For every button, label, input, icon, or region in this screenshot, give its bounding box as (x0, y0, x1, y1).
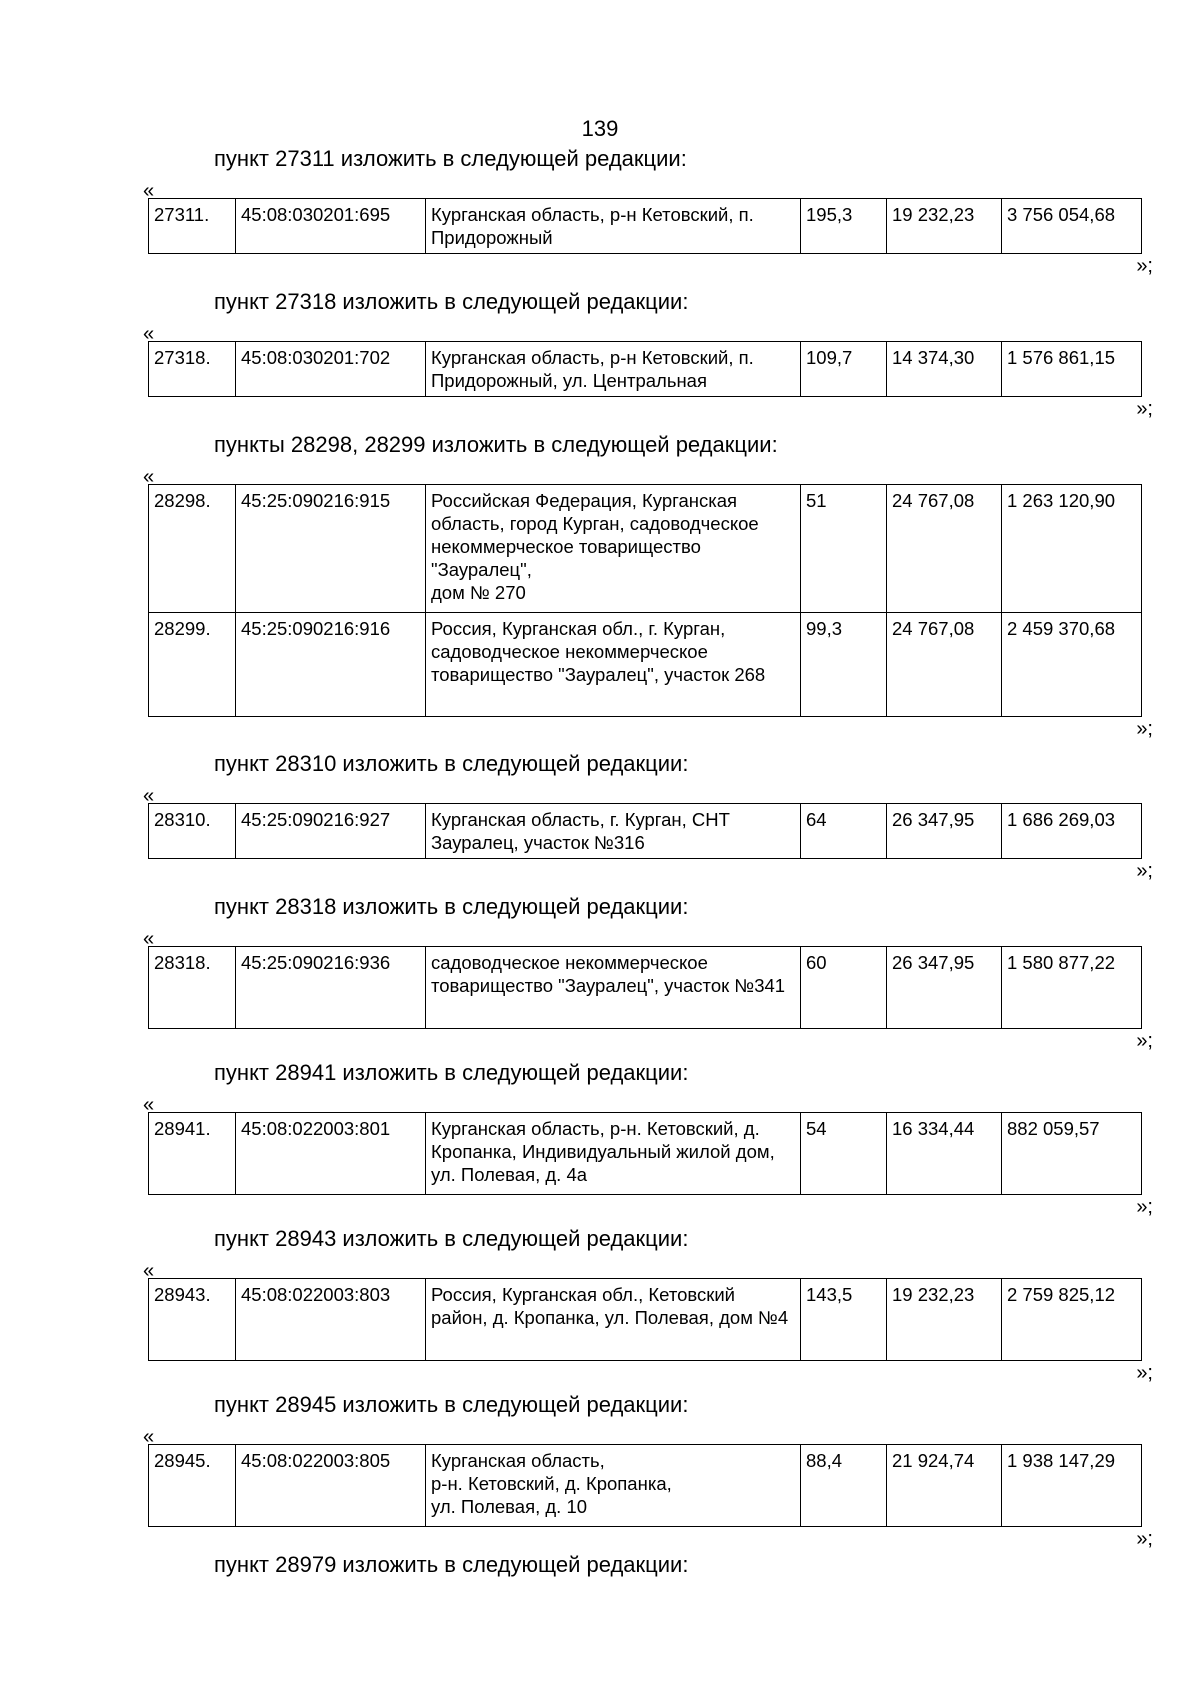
section-heading-final: пункт 28979 изложить в следующей редакции: (214, 1552, 689, 1577)
section-heading: пункт 28310 изложить в следующей редакции: (214, 751, 689, 776)
amendment-table (148, 1112, 1142, 1195)
amendment-table (148, 484, 1142, 717)
quote-close: »; (1136, 1196, 1153, 1218)
price-cell: 16 334,44 (887, 1113, 1002, 1195)
section-heading: пункт 27318 изложить в следующей редакции: (214, 289, 689, 314)
address-cell: Россия, Курганская обл., Кетовский район, д. Кропанка, ул. Полевая, дом №4 (426, 1279, 801, 1361)
quote-open: « (143, 323, 155, 345)
table-row (149, 1279, 1142, 1361)
section-heading: пункт 28318 изложить в следующей редакции: (214, 894, 689, 919)
address-cell: Курганская область, р-н. Кетовский, д. Кропанка, ул. Полевая, д. 10 (426, 1445, 801, 1527)
price-cell: 24 767,08 (887, 485, 1002, 613)
price-cell: 19 232,23 (887, 199, 1002, 254)
price-cell: 14 374,30 (887, 342, 1002, 397)
table-row (149, 613, 1142, 717)
section-heading: пункт 27311 изложить в следующей редакции: (214, 146, 687, 171)
address-cell: Российская Федерация, Курганская область, город Курган, садоводческое некоммерческое товарищество "Зауралец", дом № 270 (426, 485, 801, 613)
area-cell: 60 (801, 947, 887, 1029)
cadastral-number-cell: 45:25:090216:916 (236, 613, 426, 717)
address-cell: Курганская область, р-н Кетовский, п. Придорожный (426, 199, 801, 254)
row-number-cell: 28318. (149, 947, 236, 1029)
amendment-table (148, 803, 1142, 859)
amendment-table (148, 341, 1142, 397)
cadastral-number-cell: 45:25:090216:915 (236, 485, 426, 613)
total-cell: 2 459 370,68 (1002, 613, 1142, 717)
total-cell: 1 580 877,22 (1002, 947, 1142, 1029)
table-row (149, 485, 1142, 613)
cadastral-number-cell: 45:08:030201:702 (236, 342, 426, 397)
row-number-cell: 28945. (149, 1445, 236, 1527)
table-row (149, 804, 1142, 859)
amendment-table (148, 946, 1142, 1029)
table-row (149, 1113, 1142, 1195)
quote-open: « (143, 180, 155, 202)
total-cell: 1 686 269,03 (1002, 804, 1142, 859)
address-cell: Россия, Курганская обл., г. Курган, садоводческое некоммерческое товарищество "Зауралец", участок 268 (426, 613, 801, 717)
section-heading: пункты 28298, 28299 изложить в следующей редакции: (214, 432, 778, 457)
quote-open: « (143, 785, 155, 807)
quote-open: « (143, 466, 155, 488)
address-cell: Курганская область, р-н. Кетовский, д. Кропанка, Индивидуальный жилой дом, ул. Полевая, д. 4а (426, 1113, 801, 1195)
area-cell: 99,3 (801, 613, 887, 717)
quote-close: »; (1136, 255, 1153, 277)
quote-close: »; (1136, 1528, 1153, 1550)
area-cell: 195,3 (801, 199, 887, 254)
row-number-cell: 28310. (149, 804, 236, 859)
amendment-table (148, 198, 1142, 254)
cadastral-number-cell: 45:08:030201:695 (236, 199, 426, 254)
row-number-cell: 28299. (149, 613, 236, 717)
total-cell: 1 576 861,15 (1002, 342, 1142, 397)
amendment-table (148, 1278, 1142, 1361)
quote-open: « (143, 1094, 155, 1116)
table-row (149, 342, 1142, 397)
total-cell: 882 059,57 (1002, 1113, 1142, 1195)
quote-open: « (143, 928, 155, 950)
amendment-table (148, 1444, 1142, 1527)
table-row (149, 1445, 1142, 1527)
price-cell: 24 767,08 (887, 613, 1002, 717)
row-number-cell: 28298. (149, 485, 236, 613)
quote-close: »; (1136, 1030, 1153, 1052)
table-row (149, 199, 1142, 254)
row-number-cell: 27318. (149, 342, 236, 397)
quote-open: « (143, 1426, 155, 1448)
price-cell: 26 347,95 (887, 947, 1002, 1029)
cadastral-number-cell: 45:08:022003:801 (236, 1113, 426, 1195)
section-heading: пункт 28945 изложить в следующей редакции: (214, 1392, 689, 1417)
area-cell: 88,4 (801, 1445, 887, 1527)
cadastral-number-cell: 45:25:090216:936 (236, 947, 426, 1029)
address-cell: садоводческое некоммерческое товарищество "Зауралец", участок №341 (426, 947, 801, 1029)
quote-open: « (143, 1260, 155, 1282)
total-cell: 1 263 120,90 (1002, 485, 1142, 613)
table-row (149, 947, 1142, 1029)
section-heading: пункт 28943 изложить в следующей редакции: (214, 1226, 689, 1251)
total-cell: 3 756 054,68 (1002, 199, 1142, 254)
row-number-cell: 28941. (149, 1113, 236, 1195)
row-number-cell: 27311. (149, 199, 236, 254)
area-cell: 109,7 (801, 342, 887, 397)
total-cell: 1 938 147,29 (1002, 1445, 1142, 1527)
cadastral-number-cell: 45:08:022003:803 (236, 1279, 426, 1361)
area-cell: 64 (801, 804, 887, 859)
address-cell: Курганская область, г. Курган, СНТ Зауралец, участок №316 (426, 804, 801, 859)
cadastral-number-cell: 45:25:090216:927 (236, 804, 426, 859)
price-cell: 26 347,95 (887, 804, 1002, 859)
total-cell: 2 759 825,12 (1002, 1279, 1142, 1361)
price-cell: 19 232,23 (887, 1279, 1002, 1361)
area-cell: 54 (801, 1113, 887, 1195)
cadastral-number-cell: 45:08:022003:805 (236, 1445, 426, 1527)
quote-close: »; (1136, 1362, 1153, 1384)
area-cell: 51 (801, 485, 887, 613)
row-number-cell: 28943. (149, 1279, 236, 1361)
page-number: 139 (581, 116, 619, 141)
price-cell: 21 924,74 (887, 1445, 1002, 1527)
section-heading: пункт 28941 изложить в следующей редакции: (214, 1060, 689, 1085)
area-cell: 143,5 (801, 1279, 887, 1361)
address-cell: Курганская область, р-н Кетовский, п. Придорожный, ул. Центральная (426, 342, 801, 397)
quote-close: »; (1136, 860, 1153, 882)
quote-close: »; (1136, 398, 1153, 420)
quote-close: »; (1136, 718, 1153, 740)
